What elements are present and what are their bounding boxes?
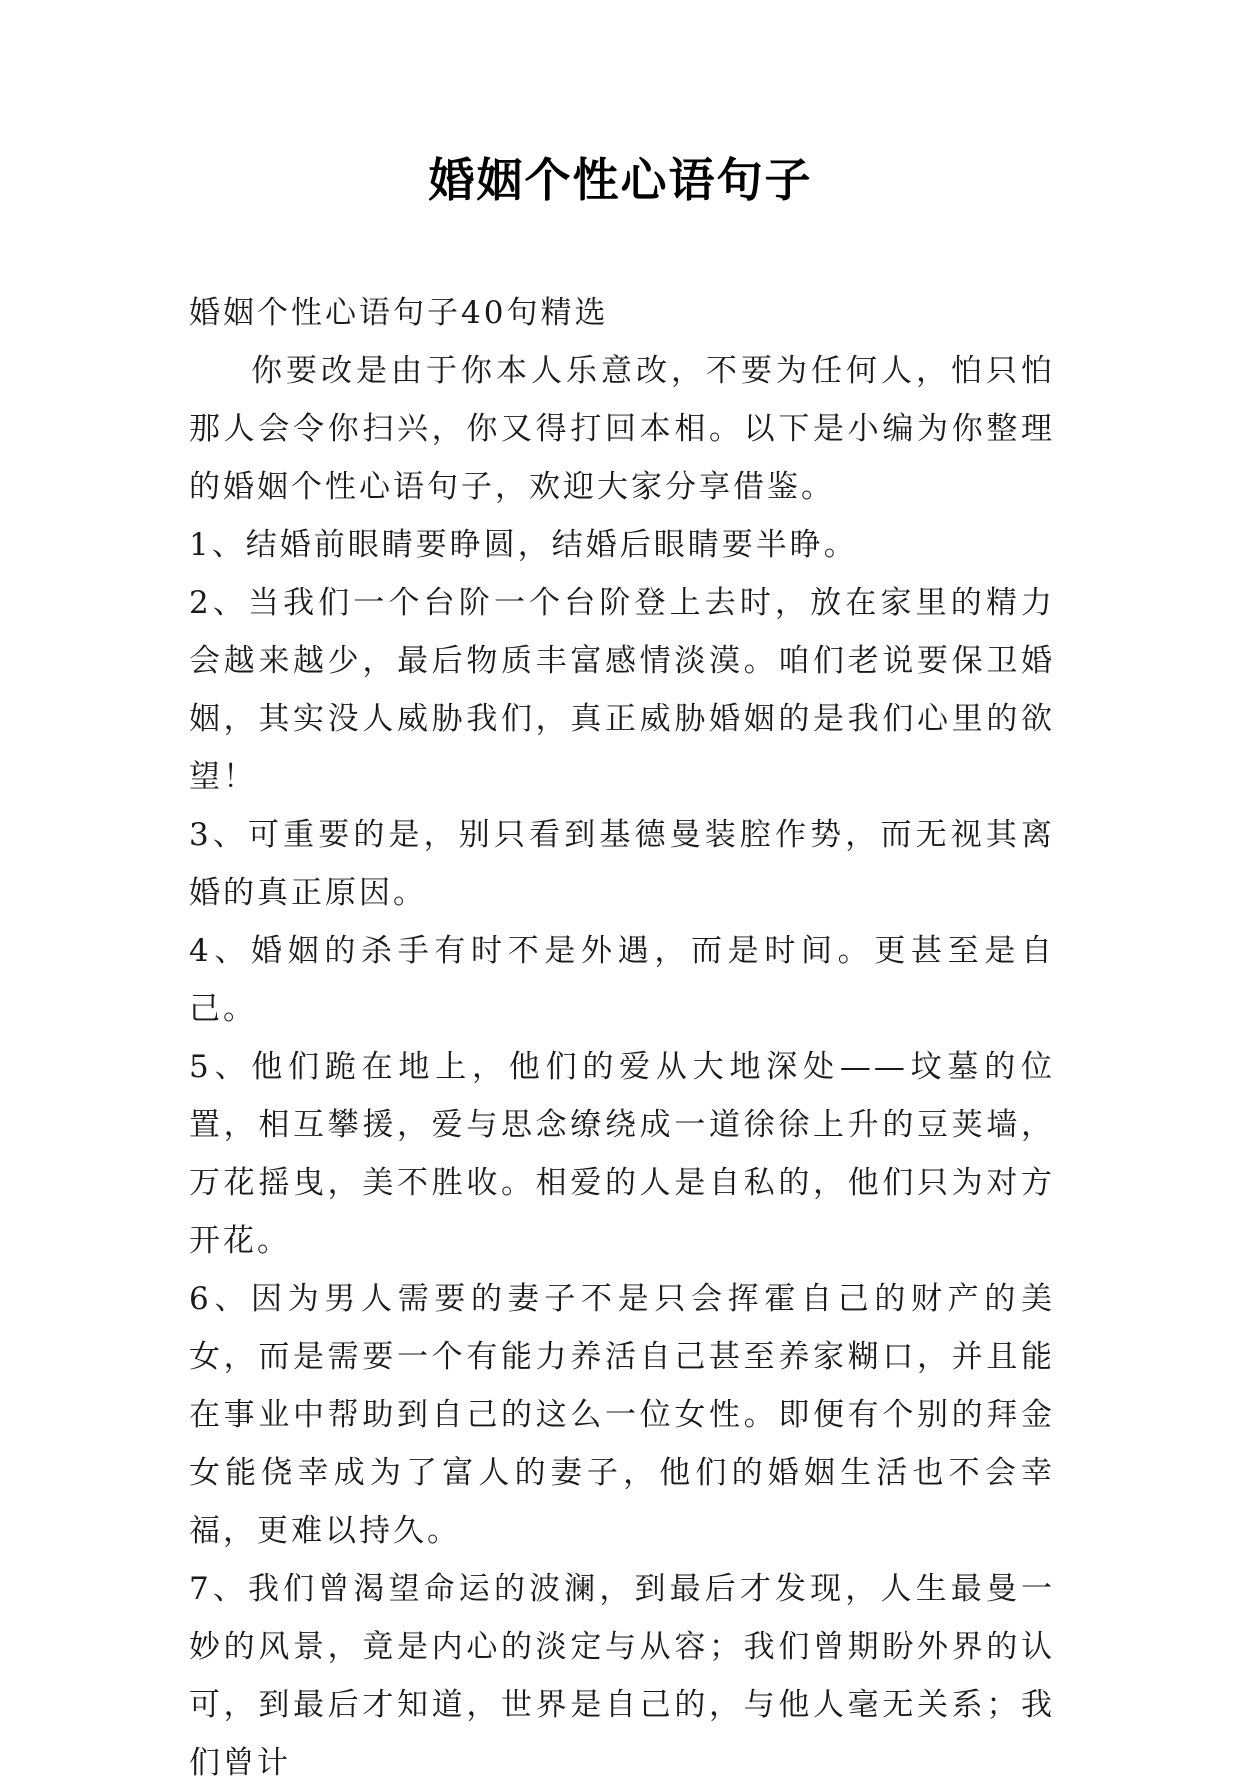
list-item: 5、他们跪在地上，他们的爱从大地深处——坟墓的位置，相互攀援，爱与思念缭绕成一道徐徐上升的豆荚墙，万花摇曳，美不胜收。相爱的人是自私的，他们只为对方开花。 xyxy=(189,1049,1055,1259)
document-subtitle: 婚姻个性心语句子40句精选 xyxy=(189,295,609,331)
document-title: 婚姻个性心语句子 xyxy=(428,153,813,207)
intro-paragraph: 你要改是由于你本人乐意改，不要为任何人，怕只怕那人会令你扫兴，你又得打回本相。以下是小编为你整理的婚姻个性心语句子，欢迎大家分享借鉴。 xyxy=(189,353,1055,505)
document-body xyxy=(189,284,1055,1792)
list-item: 4、婚姻的杀手有时不是外遇，而是时间。更甚至是自己。 xyxy=(189,933,1055,1027)
list-item: 1、结婚前眼睛要睁圆，结婚后眼睛要半睁。 xyxy=(189,527,858,563)
list-item: 6、因为男人需要的妻子不是只会挥霍自己的财产的美女，而是需要一个有能力养活自己甚至养家糊口，并且能在事业中帮助到自己的这么一位女性。即便有个别的拜金女能侥幸成为了富人的妻子，他们的婚姻生活也不会幸福，更难以持久。 xyxy=(189,1281,1055,1549)
list-item: 3、可重要的是，别只看到基德曼装腔作势，而无视其离婚的真正原因。 xyxy=(189,817,1055,911)
list-item: 7、我们曾渴望命运的波澜，到最后才发现，人生最曼一妙的风景，竟是内心的淡定与从容；我们曾期盼外界的认可，到最后才知道，世界是自己的，与他人毫无关系；我们曾计 xyxy=(189,1571,1055,1781)
list-item: 2、当我们一个台阶一个台阶登上去时，放在家里的精力会越来越少，最后物质丰富感情淡漠。咱们老说要保卫婚姻，其实没人威胁我们，真正威胁婚姻的是我们心里的欲望！ xyxy=(189,585,1055,795)
